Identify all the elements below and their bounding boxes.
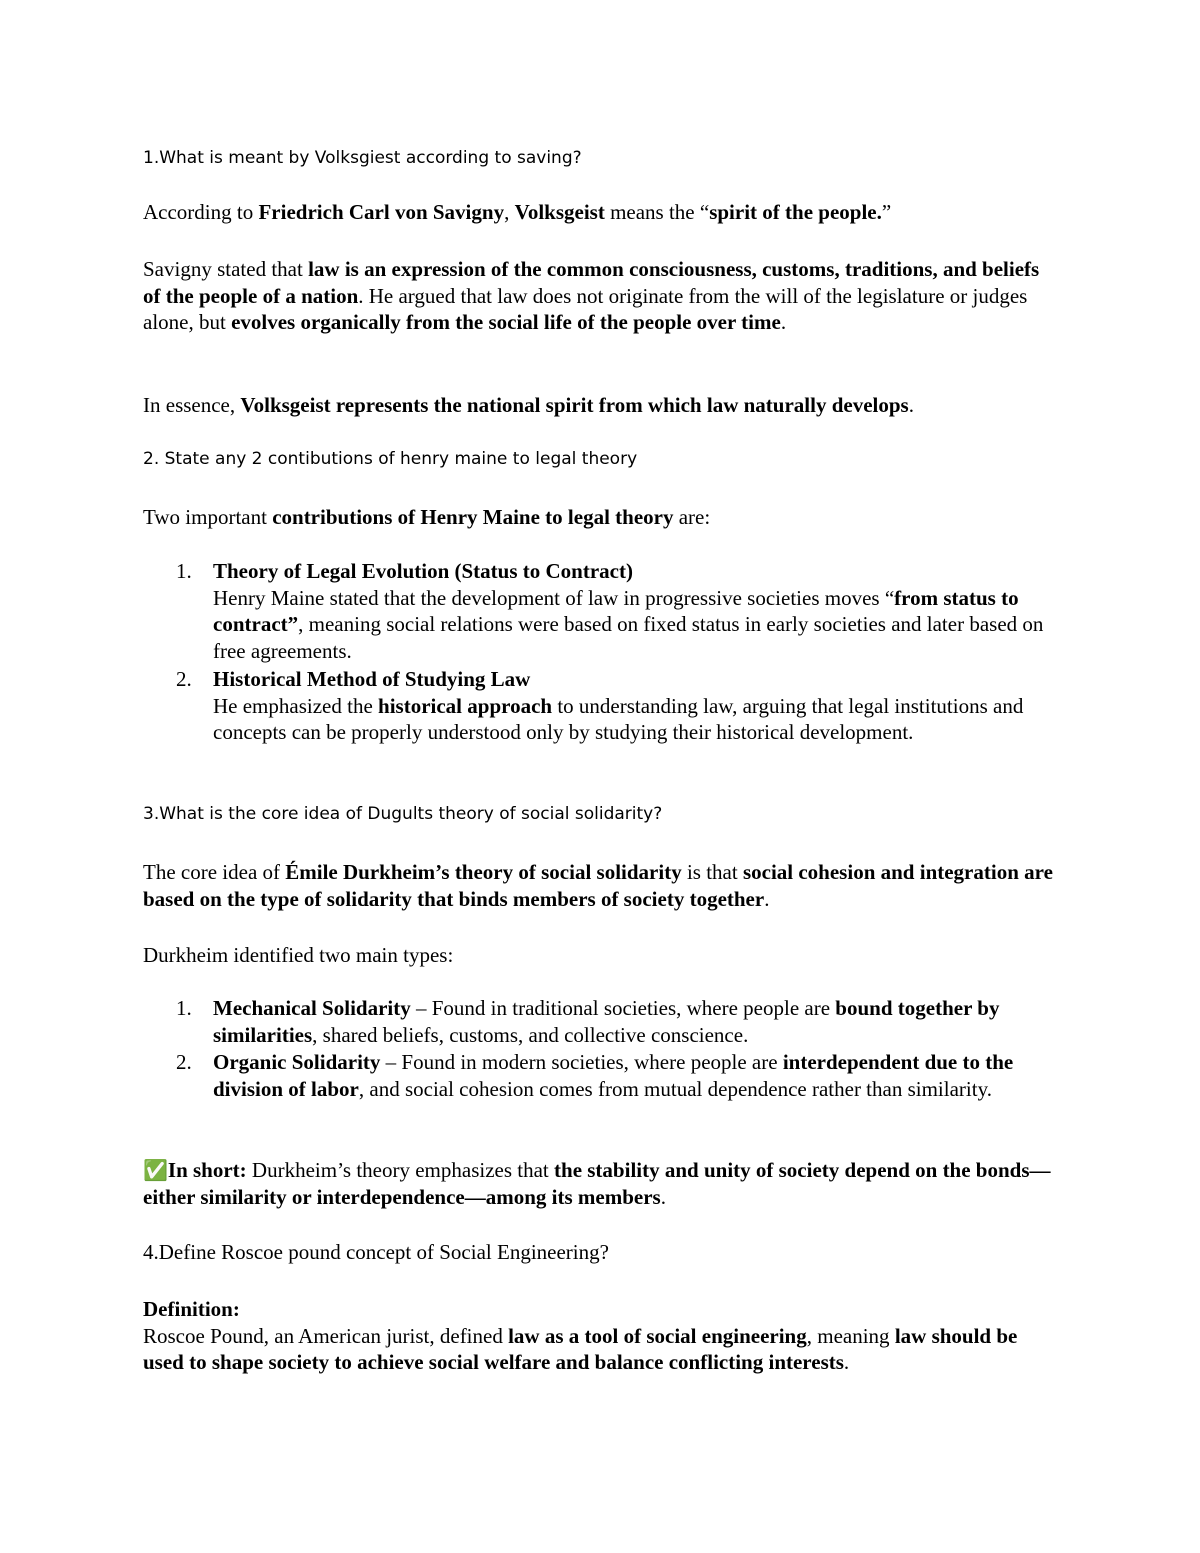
q3-in-short: ✅In short: Durkheim’s theory emphasizes that the stability and unity of society depend on the bonds—either similarity or interdependence—among its members.	[143, 1158, 1051, 1209]
list-number: 1.	[176, 996, 192, 1020]
list-number: 1.	[176, 559, 192, 583]
question-4: 4.Define Roscoe pound concept of Social Engineering?	[143, 1240, 609, 1264]
q2-list-item: 1. Theory of Legal Evolution (Status to Contract) Henry Maine stated that the development of law in progressive societies moves “from status to contract”, meaning social relations were based on fixed status in early societies and later based on free agreements.	[176, 559, 1044, 663]
question-3: 3.What is the core idea of Dugults theory of social solidarity?	[143, 804, 663, 824]
q3-list-item: 1. Mechanical Solidarity – Found in traditional societies, where people are bound together by similarities, shared beliefs, customs, and collective conscience.	[176, 996, 1000, 1047]
check-mark-icon: ✅	[143, 1158, 168, 1182]
q4-definition: Definition: Roscoe Pound, an American jurist, defined law as a tool of social engineering, meaning law should be used to shape society to achieve social welfare and balance conflicting interests.	[143, 1297, 1018, 1374]
definition-heading: Definition:	[143, 1297, 240, 1321]
list-item-title: Theory of Legal Evolution (Status to Contract)	[213, 559, 633, 583]
list-number: 2.	[176, 667, 192, 691]
q3-list-item: 2. Organic Solidarity – Found in modern societies, where people are interdependent due to the division of labor, and social cohesion comes from mutual dependence rather than similarity.	[176, 1050, 1014, 1101]
question-1: 1.What is meant by Volksgiest according to saving?	[143, 148, 582, 168]
q1-answer-paragraph-3: In essence, Volksgeist represents the national spirit from which law naturally develops.	[143, 393, 914, 417]
q2-list-item: 2. Historical Method of Studying Law He emphasized the historical approach to understanding law, arguing that legal institutions and concepts can be properly understood only by studying their historical development.	[176, 667, 1024, 744]
q1-answer-paragraph-1: According to Friedrich Carl von Savigny, Volksgeist means the “spirit of the people.”	[143, 200, 892, 224]
q2-intro: Two important contributions of Henry Maine to legal theory are:	[143, 505, 711, 529]
q3-answer-paragraph-1: The core idea of Émile Durkheim’s theory of social solidarity is that social cohesion and integration are based on the type of solidarity that binds members of society together.	[143, 860, 1053, 911]
list-number: 2.	[176, 1050, 192, 1074]
question-2: 2. State any 2 contibutions of henry maine to legal theory	[143, 449, 638, 469]
q3-answer-paragraph-2: Durkheim identified two main types:	[143, 943, 454, 967]
list-item-title: Historical Method of Studying Law	[213, 667, 531, 691]
q1-answer-paragraph-2: Savigny stated that law is an expression of the common consciousness, customs, traditions, and beliefs of the people of a nation. He argued that law does not originate from the will of the legislature or judges alone, but evolves organically from the social life of the people over time.	[143, 257, 1040, 334]
